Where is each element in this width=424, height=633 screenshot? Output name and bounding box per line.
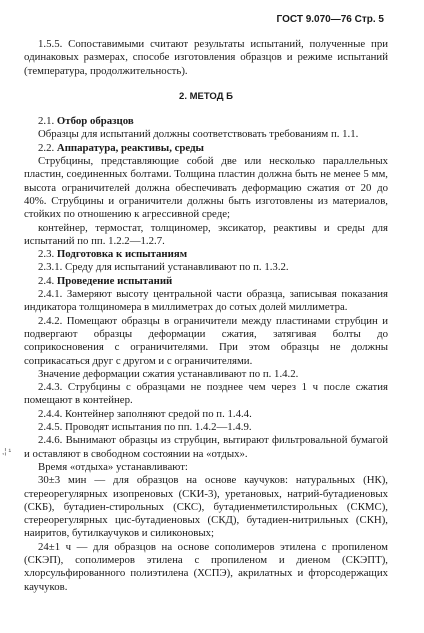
paragraph-1-5-5: 1.5.5. Сопоставимыми считают результаты испытаний, полученные при одинаковых размерах, способе изготовления образцов и режиме испытаний (температура, продолжительность). — [24, 38, 388, 77]
paragraph-2-4-1: 2.4.1. Замеряют высоту центральной части образца, записывая показания индикатора толщиномера в миллиметрах до сотых долей миллиметра. — [24, 288, 388, 314]
paragraph-2-4-6: 2.4.6. Вынимают образцы из струбцин, вытирают фильтровальной бумагой и оставляют в свободном состоянии на «отдых». — [24, 434, 388, 460]
paragraph-2-4-3: 2.4.3. Струбцины с образцами не позднее чем через 1 ч после сжатия помещают в контейнер. — [24, 381, 388, 407]
page-header: ГОСТ 9.070—76 Стр. 5 — [276, 14, 384, 25]
paragraph-2-4-4: 2.4.4. Контейнер заполняют средой по п. 1.4.4. — [38, 407, 252, 420]
heading-2-3-title: Подготовка к испытаниям — [56, 248, 188, 261]
paragraph-2-3-1: 2.3.1. Среду для испытаний устанавливают по п. 1.3.2. — [38, 261, 289, 274]
heading-2-4 — [24, 275, 388, 288]
paragraph-2-4-2: 2.4.2. Помещают образцы в ограничители между пластинами струбцин и подвергают образцы деформации сжатия, затягивая болты до соприкосновения с ограничителями. При этом образцы не должны соприкасаться друг с другом и с ограничителями. — [24, 314, 388, 367]
paragraph-2-2-b: контейнер, термостат, толщиномер, эксикатор, реактивы и среды для испытаний по пп. 1.2.2—1.2.7. — [24, 221, 388, 247]
heading-2-1-number: 2.1. — [38, 115, 55, 128]
paragraph-2-1: Образцы для испытаний должны соответствовать требованиям п. 1.1. — [38, 128, 359, 141]
margin-mark: ,¦ ¹ — [2, 447, 12, 456]
heading-2-4-number: 2.4. — [38, 274, 55, 287]
heading-2-1-title: Отбор образцов — [56, 115, 134, 128]
heading-2-3-number: 2.3. — [38, 248, 55, 261]
heading-2-3 — [24, 248, 388, 261]
paragraph-2-4-5: 2.4.5. Проводят испытания по пп. 1.4.2—1.4.9. — [38, 421, 252, 434]
paragraph-2-2-a: Струбцины, представляющие собой две или несколько параллельных пластин, соединенных болтами. Толщина пластин должна быть не менее 5 мм, высота ограничителей должна обеспечивать деформацию сжатия от 20 до 40%. Струбцины и ограничители должны быть изготовлены из материалов, стойких по отношению к агрессивной среде; — [24, 155, 388, 221]
heading-2-2 — [24, 142, 388, 155]
document-body — [24, 38, 388, 594]
heading-2-4-title: Проведение испытаний — [56, 274, 173, 287]
paragraph-rest-24h: 24±1 ч — для образцов на основе сополимеров этилена с пропиленом (СКЭП), сополимеров этилена с пропиленом и диеном (СКЭПТ), хлорсульфированного полиэтилена (ХСПЭ), акрилатных и фторсодержащих каучуков. — [24, 540, 388, 593]
heading-2-2-title: Аппаратура, реактивы, среды — [56, 141, 204, 154]
heading-2-2-number: 2.2. — [38, 141, 55, 154]
heading-2-1 — [24, 115, 388, 128]
section-title: 2. МЕТОД Б — [179, 90, 233, 102]
paragraph-rest-time: Время «отдыха» устанавливают: — [38, 460, 188, 473]
paragraph-rest-30min: 30±3 мин — для образцов на основе каучуков: натуральных (НК), стереорегулярных изопреновых (СКИ-3), уретановых, натрий-бутадиеновых (СКБ), бутадиен-стирольных (СКС), бутадиенметилстирольных (СКМС), стереорегулярных цис-бутадиеновых (СКД), бутадиен-нитрильных (СКН), наиритов, бутилкаучуков и силиконовых; — [24, 474, 388, 540]
paragraph-2-4-2-b: Значение деформации сжатия устанавливают по п. 1.4.2. — [38, 367, 299, 380]
